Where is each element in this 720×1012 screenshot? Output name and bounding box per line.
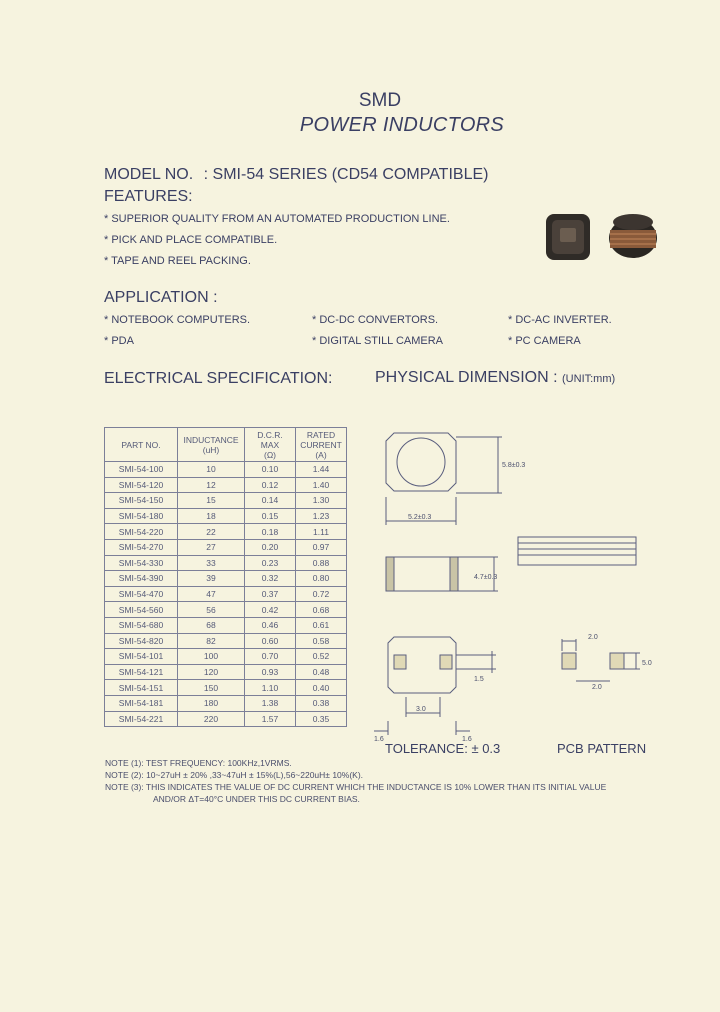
table-row bbox=[105, 649, 347, 665]
pcb-dim-height: 5.0 bbox=[642, 660, 652, 667]
top-view-circle bbox=[397, 438, 445, 486]
part-no-cell: SMI-54-221 bbox=[105, 711, 178, 727]
dcr-cell: 1.57 bbox=[245, 711, 296, 727]
physical-dimension-label: PHYSICAL DIMENSION : bbox=[375, 369, 558, 386]
title-power-inductors: POWER INDUCTORS bbox=[299, 114, 505, 136]
current-cell: 0.52 bbox=[296, 649, 347, 665]
table-header-row bbox=[105, 428, 347, 462]
dim-pad-width: 1.6 bbox=[374, 736, 384, 743]
current-cell: 0.48 bbox=[296, 664, 347, 680]
table-row bbox=[105, 555, 347, 571]
current-cell: 0.72 bbox=[296, 586, 347, 602]
header-rated-current: RATED CURRENT (A) bbox=[296, 428, 347, 462]
pcb-pad-right bbox=[610, 653, 624, 669]
current-cell: 0.68 bbox=[296, 602, 347, 618]
inductor-side-image bbox=[609, 214, 657, 258]
dcr-cell: 0.14 bbox=[245, 493, 296, 509]
part-no-cell: SMI-54-120 bbox=[105, 477, 178, 493]
inductance-cell: 39 bbox=[178, 571, 245, 587]
part-no-cell: SMI-54-181 bbox=[105, 695, 178, 711]
table-row bbox=[105, 695, 347, 711]
table-row bbox=[105, 633, 347, 649]
current-cell: 1.44 bbox=[296, 462, 347, 478]
part-no-cell: SMI-54-820 bbox=[105, 633, 178, 649]
feature-item-3: * TAPE AND REEL PACKING. bbox=[104, 255, 251, 267]
spec-table-body bbox=[105, 462, 347, 727]
application-title: APPLICATION : bbox=[104, 289, 218, 306]
unit-label: (UNIT:mm) bbox=[562, 373, 616, 385]
application-item-dcac: * DC-AC INVERTER. bbox=[508, 314, 612, 326]
table-row bbox=[105, 539, 347, 555]
part-no-cell: SMI-54-390 bbox=[105, 571, 178, 587]
part-no-cell: SMI-54-220 bbox=[105, 524, 178, 540]
current-cell: 1.23 bbox=[296, 508, 347, 524]
dim-height-top: 5.8±0.3 bbox=[502, 462, 526, 469]
dcr-cell: 0.37 bbox=[245, 586, 296, 602]
inductance-cell: 100 bbox=[178, 649, 245, 665]
pcb-pad-left bbox=[562, 653, 576, 669]
model-row bbox=[104, 166, 488, 184]
dim-pad-span: 3.0 bbox=[416, 706, 426, 713]
part-no-cell: SMI-54-470 bbox=[105, 586, 178, 602]
application-item-pc-camera: * PC CAMERA bbox=[508, 335, 581, 347]
current-cell: 1.11 bbox=[296, 524, 347, 540]
table-row bbox=[105, 711, 347, 727]
dim-width-top: 5.2±0.3 bbox=[408, 514, 432, 521]
current-cell: 0.35 bbox=[296, 711, 347, 727]
inductance-cell: 12 bbox=[178, 477, 245, 493]
dim-height-side: 4.7±0.3 bbox=[474, 574, 498, 581]
part-no-cell: SMI-54-100 bbox=[105, 462, 178, 478]
inductance-cell: 220 bbox=[178, 711, 245, 727]
table-row bbox=[105, 524, 347, 540]
dcr-cell: 0.32 bbox=[245, 571, 296, 587]
dcr-cell: 0.46 bbox=[245, 617, 296, 633]
current-cell: 1.40 bbox=[296, 477, 347, 493]
dcr-cell: 0.23 bbox=[245, 555, 296, 571]
table-row bbox=[105, 680, 347, 696]
dcr-cell: 0.10 bbox=[245, 462, 296, 478]
dcr-cell: 0.70 bbox=[245, 649, 296, 665]
table-row bbox=[105, 617, 347, 633]
dcr-cell: 1.38 bbox=[245, 695, 296, 711]
note-3: NOTE (3): THIS INDICATES THE VALUE OF DC CURRENT WHICH THE INDUCTANCE IS 10% LOWER THAN ITS INITIAL VALUE bbox=[105, 782, 607, 792]
inductor-front-image bbox=[546, 214, 590, 260]
part-no-cell: SMI-54-680 bbox=[105, 617, 178, 633]
current-cell: 0.61 bbox=[296, 617, 347, 633]
header-part-no: PART NO. bbox=[105, 428, 178, 462]
dcr-cell: 0.12 bbox=[245, 477, 296, 493]
dim-pad-edge: 1.6 bbox=[462, 736, 472, 743]
part-no-cell: SMI-54-151 bbox=[105, 680, 178, 696]
table-row bbox=[105, 508, 347, 524]
inductance-cell: 47 bbox=[178, 586, 245, 602]
application-item-notebook: * NOTEBOOK COMPUTERS. bbox=[104, 314, 251, 326]
part-no-cell: SMI-54-150 bbox=[105, 493, 178, 509]
feature-item-1: * SUPERIOR QUALITY FROM AN AUTOMATED PRODUCTION LINE. bbox=[104, 213, 450, 225]
dcr-cell: 0.18 bbox=[245, 524, 296, 540]
dcr-cell: 1.10 bbox=[245, 680, 296, 696]
current-cell: 0.38 bbox=[296, 695, 347, 711]
electrical-spec-heading: ELECTRICAL SPECIFICATION: bbox=[104, 370, 333, 387]
inductance-cell: 22 bbox=[178, 524, 245, 540]
tolerance-label: TOLERANCE: ± 0.3 bbox=[385, 741, 501, 756]
note-3-cont: AND/OR ΔT=40°C UNDER THIS DC CURRENT BIAS. bbox=[153, 794, 360, 804]
part-no-cell: SMI-54-180 bbox=[105, 508, 178, 524]
application-item-dcdc: * DC-DC CONVERTORS. bbox=[312, 314, 439, 326]
dimension-drawings bbox=[370, 425, 680, 755]
pcb-dim-gap: 2.0 bbox=[592, 684, 602, 691]
inductance-cell: 82 bbox=[178, 633, 245, 649]
inductance-cell: 180 bbox=[178, 695, 245, 711]
dim-pad-gap: 1.5 bbox=[474, 676, 484, 683]
inductance-cell: 68 bbox=[178, 617, 245, 633]
part-no-cell: SMI-54-330 bbox=[105, 555, 178, 571]
table-row bbox=[105, 571, 347, 587]
notes-block bbox=[105, 757, 705, 805]
table-row bbox=[105, 477, 347, 493]
inductance-cell: 56 bbox=[178, 602, 245, 618]
part-no-cell: SMI-54-270 bbox=[105, 539, 178, 555]
table-row bbox=[105, 462, 347, 478]
dcr-cell: 0.42 bbox=[245, 602, 296, 618]
current-cell: 1.30 bbox=[296, 493, 347, 509]
table-row bbox=[105, 493, 347, 509]
table-row bbox=[105, 664, 347, 680]
application-item-camera: * DIGITAL STILL CAMERA bbox=[312, 335, 444, 347]
dcr-cell: 0.15 bbox=[245, 508, 296, 524]
part-no-cell: SMI-54-121 bbox=[105, 664, 178, 680]
note-1: NOTE (1): TEST FREQUENCY: 100KHz,1VRMS. bbox=[105, 758, 292, 768]
current-cell: 0.97 bbox=[296, 539, 347, 555]
current-cell: 0.88 bbox=[296, 555, 347, 571]
side-view-outline bbox=[392, 557, 452, 591]
inductance-cell: 120 bbox=[178, 664, 245, 680]
inductance-cell: 15 bbox=[178, 493, 245, 509]
note-2: NOTE (2): 10~27uH ± 20% ,33~47uH ± 15%(L),56~220uH± 10%(K). bbox=[105, 770, 364, 780]
title-smd: SMD bbox=[358, 90, 402, 111]
inductor-photo bbox=[538, 208, 668, 268]
table-row bbox=[105, 602, 347, 618]
side-view-coil-graphic bbox=[518, 537, 636, 565]
part-no-cell: SMI-54-101 bbox=[105, 649, 178, 665]
dcr-cell: 0.93 bbox=[245, 664, 296, 680]
inductance-cell: 150 bbox=[178, 680, 245, 696]
table-row bbox=[105, 586, 347, 602]
physical-dimension-heading bbox=[375, 369, 615, 387]
current-cell: 0.80 bbox=[296, 571, 347, 587]
header-dcr: D.C.R. MAX (Ω) bbox=[245, 428, 296, 462]
part-no-cell: SMI-54-560 bbox=[105, 602, 178, 618]
inductance-cell: 27 bbox=[178, 539, 245, 555]
feature-item-2: * PICK AND PLACE COMPATIBLE. bbox=[104, 234, 278, 246]
spec-table bbox=[104, 427, 347, 727]
pcb-dim-width: 2.0 bbox=[588, 634, 598, 641]
model-value: : SMI-54 SERIES (CD54 COMPATIBLE) bbox=[203, 166, 489, 183]
inductance-cell: 33 bbox=[178, 555, 245, 571]
model-label: MODEL NO. bbox=[104, 166, 194, 183]
dcr-cell: 0.60 bbox=[245, 633, 296, 649]
current-cell: 0.40 bbox=[296, 680, 347, 696]
inductance-cell: 18 bbox=[178, 508, 245, 524]
dcr-cell: 0.20 bbox=[245, 539, 296, 555]
pcb-pattern-label: PCB PATTERN bbox=[557, 741, 647, 756]
features-title: FEATURES: bbox=[104, 188, 193, 205]
current-cell: 0.58 bbox=[296, 633, 347, 649]
header-inductance: INDUCTANCE (uH) bbox=[178, 428, 245, 462]
application-item-pda: * PDA bbox=[104, 335, 134, 347]
inductance-cell: 10 bbox=[178, 462, 245, 478]
